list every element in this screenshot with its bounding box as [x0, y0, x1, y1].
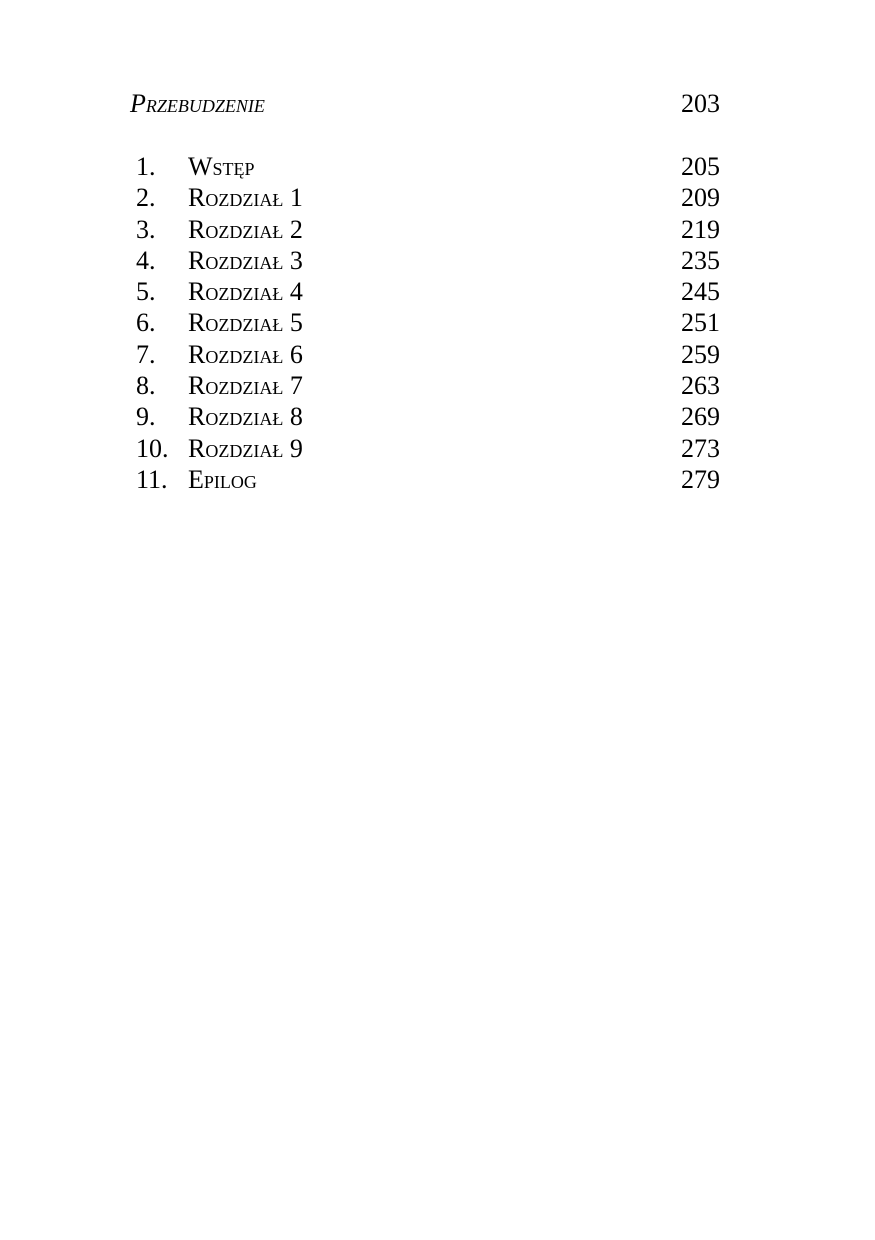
entry-title: Rozdział 9	[188, 433, 303, 463]
entry-number: 6.	[136, 308, 156, 338]
entry-page-number: 269	[681, 402, 720, 432]
entry-number: 1.	[136, 152, 156, 181]
toc-entry	[130, 182, 720, 213]
entry-page-number: 205	[681, 152, 720, 181]
toc-entry	[130, 276, 720, 307]
entry-title: Rozdział 1	[188, 183, 303, 213]
entry-page-number: 263	[681, 371, 720, 401]
entry-number: 4.	[136, 245, 156, 275]
entry-number: 3.	[136, 214, 156, 244]
entry-title: Rozdział 8	[188, 402, 303, 432]
entry-page-number: 209	[681, 183, 720, 213]
entry-page-number: 235	[681, 245, 720, 275]
entry-title: Wstęp	[188, 152, 255, 181]
entry-title: Rozdział 6	[188, 339, 303, 369]
entry-number: 2.	[136, 183, 156, 213]
toc-entry	[130, 401, 720, 432]
toc-entry-list	[130, 151, 720, 495]
entry-page-number: 251	[681, 308, 720, 338]
toc-entry	[130, 370, 720, 401]
toc-entry	[130, 214, 720, 245]
entry-number: 7.	[136, 339, 156, 369]
toc-part-heading	[130, 88, 720, 120]
entry-number: 10.	[136, 433, 169, 463]
entry-page-number: 219	[681, 214, 720, 244]
entry-page-number: 273	[681, 433, 720, 463]
entry-page-number: 279	[681, 464, 720, 494]
toc-entry	[130, 339, 720, 370]
part-page-number: 203	[681, 89, 720, 118]
toc-entry	[130, 307, 720, 338]
entry-title: Rozdział 4	[188, 277, 303, 307]
entry-title: Epilog	[188, 464, 257, 494]
entry-title: Rozdział 7	[188, 371, 303, 401]
entry-title: Rozdział 3	[188, 245, 303, 275]
entry-number: 8.	[136, 371, 156, 401]
toc-entry	[130, 245, 720, 276]
entry-title: Rozdział 5	[188, 308, 303, 338]
toc-entry	[130, 433, 720, 464]
toc-entry	[130, 151, 720, 182]
entry-title: Rozdział 2	[188, 214, 303, 244]
entry-page-number: 245	[681, 277, 720, 307]
toc-entry	[130, 464, 720, 495]
entry-number: 9.	[136, 402, 156, 432]
entry-number: 5.	[136, 277, 156, 307]
entry-page-number: 259	[681, 339, 720, 369]
part-title: Przebudzenie	[130, 89, 265, 118]
entry-number: 11.	[136, 464, 168, 494]
